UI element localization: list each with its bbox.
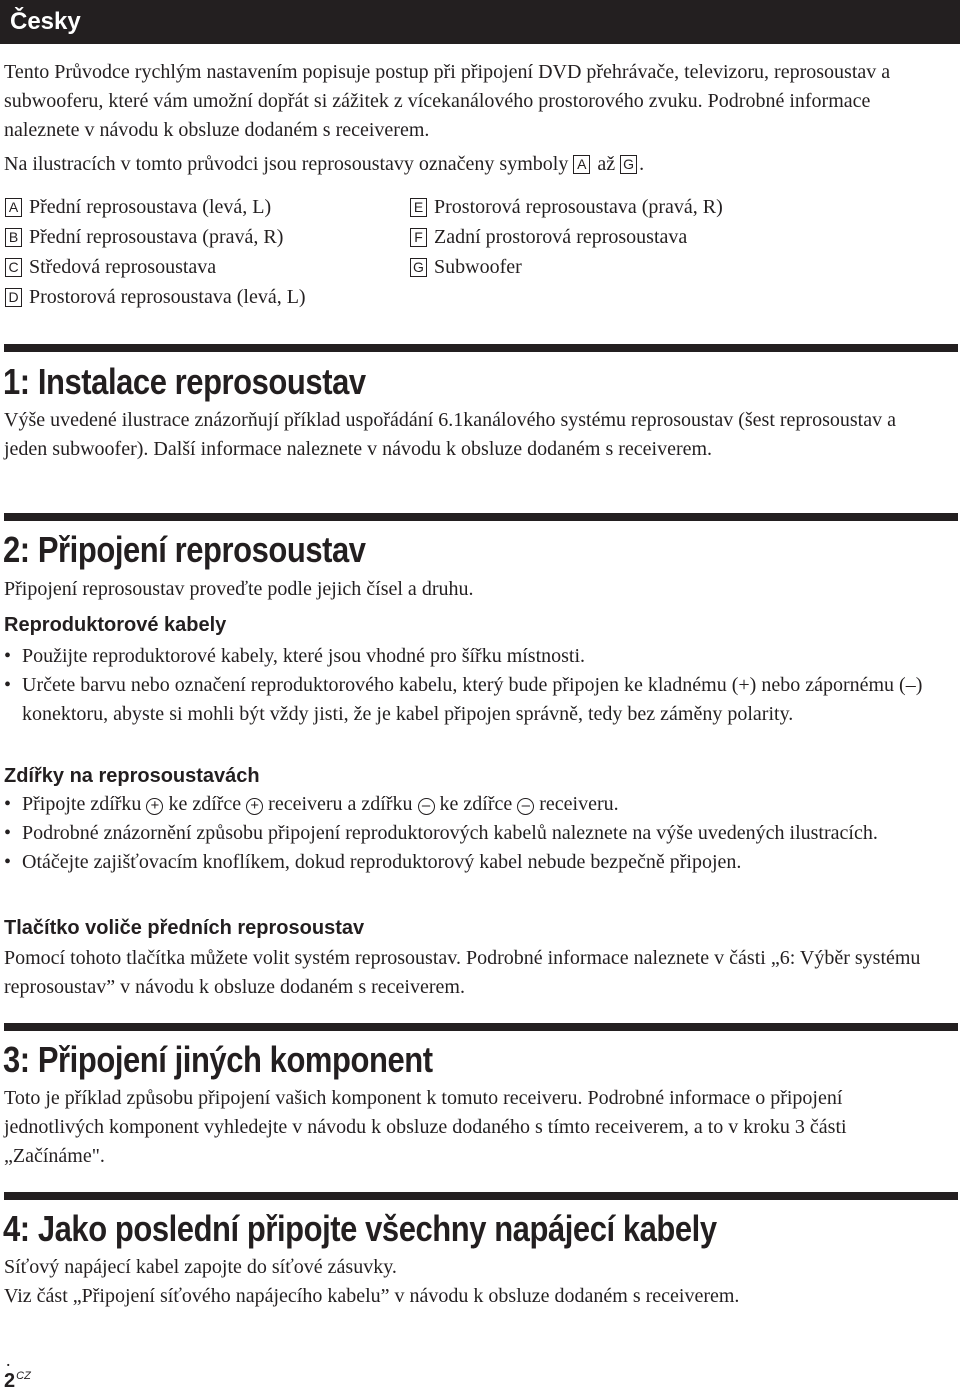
section-divider: [4, 344, 958, 352]
section-4-line-1: Síťový napájecí kabel zapojte do síťové zásuvky.: [4, 1256, 397, 1278]
section-3-text: Toto je příklad způsobu připojení vašich komponent k tomuto receiveru. Podrobné informace o připojení jednotlivých komponent vyhledejte v návodu k obsluze dodaného s tímto receiverem, a to v kroku 3 části „Začínáme".: [4, 1087, 847, 1167]
minus-terminal-icon: –: [418, 798, 435, 815]
list-item: • Určete barvu nebo označení reproduktorového kabelu, který bude připojen ke kladnému (+) nebo zápornému (–) konektoru, abyste si mohli být vždy jisti, že je kabel připojen správně, tedy bez záměny polarity.: [4, 671, 949, 729]
section-1-text: Výše uvedené ilustrace znázorňují příklad uspořádání 6.1kanálového systému reprosoustav (šest reprosoustav a jeden subwoofer). Další informace naleznete v návodu k obsluze dodaném s receiverem.: [4, 409, 896, 460]
section-1-title: 1: Instalace reprosoustav: [3, 361, 366, 402]
legend-key: F: [410, 228, 427, 247]
legend-label: Subwoofer: [434, 256, 522, 278]
section-4-line-2: Viz část „Připojení síťového napájecího kabelu” v návodu k obsluze dodaném s receiverem.: [4, 1285, 740, 1307]
cables-list: [4, 642, 949, 729]
symbols-suffix: .: [639, 153, 645, 175]
section-divider: [4, 513, 958, 521]
symbols-prefix: Na ilustracích v tomto průvodci jsou reprosoustavy označeny symboly: [4, 153, 569, 175]
section-divider: [4, 1192, 958, 1200]
symbol-box-g: G: [620, 155, 637, 174]
symbol-box-a: A: [573, 155, 590, 174]
legend-key: C: [5, 258, 22, 277]
legend-item: [5, 282, 306, 312]
page-number-value: 2: [4, 1370, 16, 1392]
section-divider: [4, 1023, 958, 1031]
speaker-legend-left: [5, 192, 306, 312]
page-number-suffix: CZ: [16, 1370, 31, 1382]
selector-heading: Tlačítko voliče předních reprosoustav: [4, 917, 365, 939]
section-4-title: 4: Jako poslední připojte všechny napájecí kabely: [3, 1208, 717, 1249]
language-header: Česky: [10, 8, 81, 35]
selector-text: Pomocí tohoto tlačítka můžete volit systém reprosoustav. Podrobné informace naleznete v části „6: Výběr systému reprosoustav” v návodu k obsluze dodaném s receiverem.: [4, 947, 921, 998]
section-3-title: 3: Připojení jiných komponent: [3, 1039, 433, 1080]
legend-key: G: [410, 258, 427, 277]
legend-item: [410, 192, 723, 222]
cables-heading: Reproduktorové kabely: [4, 614, 227, 636]
section-2-title: 2: Připojení reprosoustav: [3, 529, 366, 570]
minus-terminal-icon: –: [517, 798, 534, 815]
speaker-legend-right: [410, 192, 723, 282]
plus-terminal-icon: +: [146, 798, 163, 815]
symbols-mid: až: [597, 153, 616, 175]
legend-label: Středová reprosoustava: [29, 256, 217, 278]
legend-label: Přední reprosoustava (levá, L): [29, 196, 272, 218]
jacks-text-b: ke zdířce: [168, 793, 242, 815]
legend-label: Prostorová reprosoustava (levá, L): [29, 286, 306, 308]
jacks-text-a: Připojte zdířku: [22, 793, 142, 815]
list-item: • Použijte reproduktorové kabely, které jsou vhodné pro šířku místnosti.: [4, 642, 949, 671]
legend-item: [5, 252, 306, 282]
legend-key: B: [5, 228, 22, 247]
jacks-list: [4, 790, 949, 877]
legend-key: E: [410, 198, 427, 217]
legend-label: Prostorová reprosoustava (pravá, R): [434, 196, 723, 218]
legend-item: [410, 252, 723, 282]
list-item: [4, 790, 949, 819]
legend-label: Přední reprosoustava (pravá, R): [29, 226, 284, 248]
language-header-bar: [0, 0, 960, 44]
jacks-text-c: receiveru a zdířku: [268, 793, 413, 815]
legend-item: [5, 222, 306, 252]
symbols-note: [4, 150, 944, 179]
legend-item: [410, 222, 723, 252]
page-number: [4, 1370, 31, 1393]
section-2-text: Připojení reprosoustav proveďte podle jejich čísel a druhu.: [4, 578, 474, 600]
legend-key: A: [5, 198, 22, 217]
intro-paragraph: Tento Průvodce rychlým nastavením popisuje postup při připojení DVD přehrávače, televizoru, reprosoustav a subwooferu, které vám umožní dopřát si zážitek z vícekanálového prostorového zvuku. Podrobné informace naleznete v návodu k obsluze dodaném s receiverem.: [4, 61, 891, 141]
jacks-text-e: receiveru.: [539, 793, 619, 815]
jacks-heading: Zdířky na reprosoustavách: [4, 765, 260, 787]
footer-dot: .: [6, 1350, 11, 1370]
legend-label: Zadní prostorová reprosoustava: [434, 226, 688, 248]
jacks-text-d: ke zdířce: [439, 793, 513, 815]
list-item: • Otáčejte zajišťovacím knoflíkem, dokud reproduktorový kabel nebude bezpečně připojen.: [4, 848, 949, 877]
plus-terminal-icon: +: [246, 798, 263, 815]
list-item: • Podrobné znázornění způsobu připojení reproduktorových kabelů naleznete na výše uvedených ilustracích.: [4, 819, 949, 848]
legend-item: [5, 192, 306, 222]
legend-key: D: [5, 288, 22, 307]
